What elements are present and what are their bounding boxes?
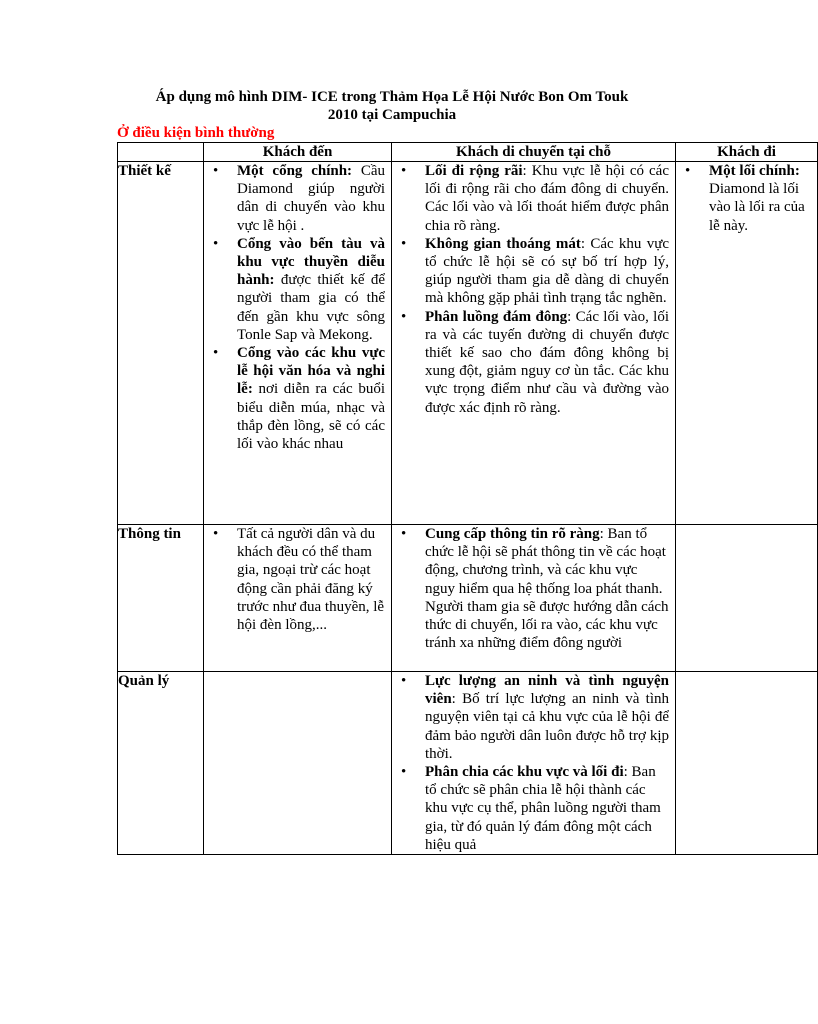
table-header-row bbox=[118, 143, 818, 162]
table-row bbox=[118, 525, 818, 672]
bullet-list bbox=[392, 162, 675, 417]
list-item: • Cổng vào bến tàu và khu vực thuyền diễu hành: được thiết kế để người tham gia có thể đến gần khu vực sông Tonle Sap và Mekong. bbox=[204, 235, 391, 344]
row-label-management: Quản lý bbox=[118, 672, 204, 855]
header-departures: Khách đi bbox=[676, 143, 818, 162]
row-label-information: Thông tin bbox=[118, 525, 204, 672]
list-item: • Lực lượng an ninh và tình nguyện viên: Bố trí lực lượng an ninh và tình nguyện viên tại cả khu vực của lễ hội để đảm bảo người dân luôn được hỗ trợ kịp thời. bbox=[392, 672, 675, 763]
section-subheading: Ở điều kiện bình thường bbox=[117, 125, 275, 141]
header-corner bbox=[118, 143, 204, 162]
cell-design-circulation bbox=[392, 162, 676, 525]
cell-management-arrivals bbox=[204, 672, 392, 855]
cell-design-arrivals bbox=[204, 162, 392, 525]
list-item: • Một lối chính: Diamond là lối vào là lối ra của lễ này. bbox=[676, 162, 817, 235]
bullet-list bbox=[204, 525, 391, 634]
row-label-design: Thiết kế bbox=[118, 162, 204, 525]
bullet-list bbox=[204, 162, 391, 453]
header-circulation: Khách di chuyển tại chỗ bbox=[392, 143, 676, 162]
list-item: • Không gian thoáng mát: Các khu vực tổ chức lễ hội sẽ có sự bố trí hợp lý, giúp người tham gia dễ dàng di chuyển mà không gặp phải tình trạng tắc nghẽn. bbox=[392, 235, 675, 308]
cell-information-arrivals bbox=[204, 525, 392, 672]
cell-management-departures bbox=[676, 672, 818, 855]
cell-information-departures bbox=[676, 525, 818, 672]
cell-management-circulation bbox=[392, 672, 676, 855]
header-arrivals: Khách đến bbox=[204, 143, 392, 162]
bullet-list bbox=[676, 162, 817, 235]
bullet-list bbox=[392, 525, 675, 652]
list-item: • Phân chia các khu vực và lối đi: Ban tổ chức sẽ phân chia lễ hội thành các khu vực cụ thể, phân luồng người tham gia, từ đó quản lý đám đông một cách hiệu quả bbox=[392, 763, 675, 854]
document-title bbox=[118, 88, 666, 124]
dim-ice-table bbox=[117, 142, 818, 855]
cell-design-departures bbox=[676, 162, 818, 525]
list-item: • Một cổng chính: Cầu Diamond giúp người dân di chuyển vào khu vực lễ hội . bbox=[204, 162, 391, 235]
table-row bbox=[118, 162, 818, 525]
list-item: • Phân luồng đám đông: Các lối vào, lối ra và các tuyến đường di chuyển được thiết kế sao cho đám đông không bị xung đột, giảm nguy cơ ùn tắc. Các khu vực trọng điểm như cầu và đường vào được xác định rõ ràng. bbox=[392, 308, 675, 417]
title-line-2: 2010 tại Campuchia bbox=[327, 107, 457, 123]
list-item: • Cổng vào các khu vực lễ hội văn hóa và nghi lễ: nơi diễn ra các buổi biểu diễn múa, nhạc và thắp đèn lồng, sẽ có các lối vào khác nhau bbox=[204, 344, 391, 453]
title-line-1: Áp dụng mô hình DIM- ICE trong Thảm Họa Lễ Hội Nước Bon Om Touk bbox=[155, 89, 629, 105]
list-item: • Lối đi rộng rãi: Khu vực lễ hội có các lối đi rộng rãi cho đám đông di chuyển. Các lối vào và lối thoát hiểm được phân chia rõ ràng. bbox=[392, 162, 675, 235]
table-row bbox=[118, 672, 818, 855]
list-item: • Tất cả người dân và du khách đều có thể tham gia, ngoại trừ các hoạt động cần phải đăng ký trước như đua thuyền, lễ hội đèn lồng,... bbox=[204, 525, 391, 634]
bullet-list bbox=[392, 672, 675, 854]
cell-information-circulation bbox=[392, 525, 676, 672]
list-item: • Cung cấp thông tin rõ ràng: Ban tổ chức lễ hội sẽ phát thông tin về các hoạt động, chương trình, và các khu vực nguy hiểm qua hệ thống loa phát thanh. Người tham gia sẽ được hướng dẫn cách thức di chuyển, lối ra vào, các khu vực tránh xa những điểm đông người bbox=[392, 525, 675, 652]
